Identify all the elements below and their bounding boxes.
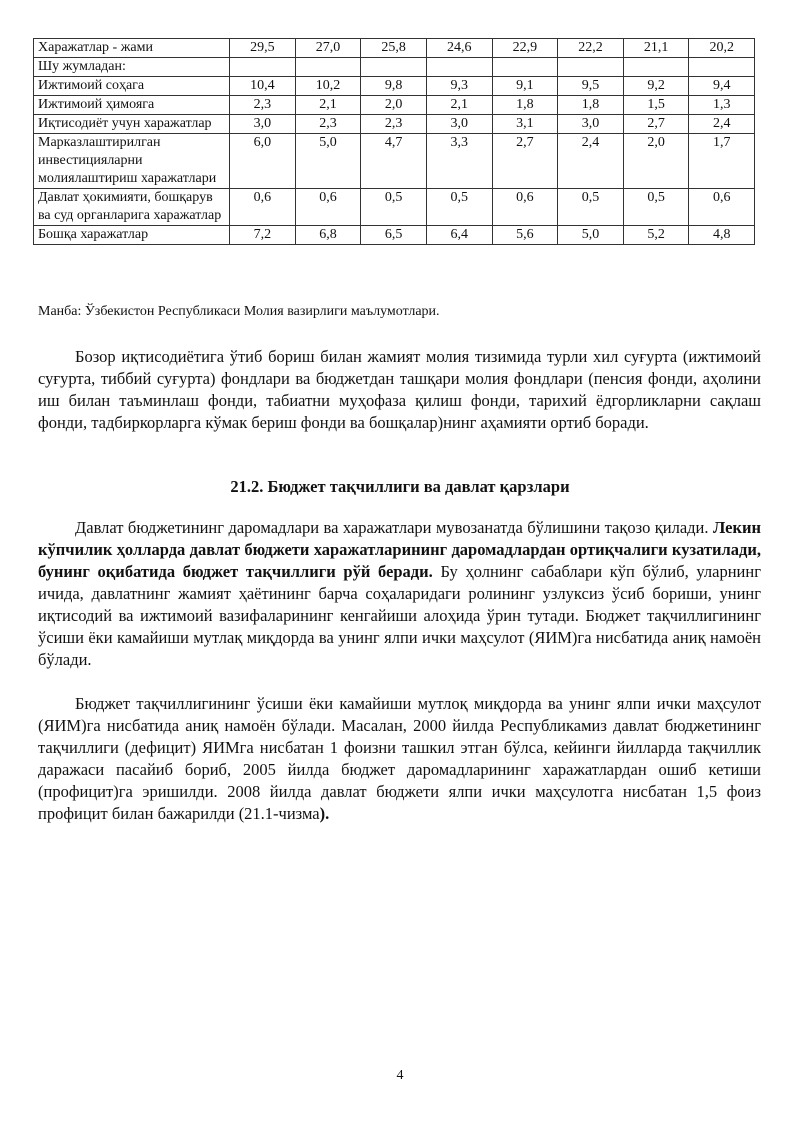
table-body [34, 39, 755, 245]
table-cell: 3,1 [492, 115, 558, 134]
table-cell: 5,2 [623, 226, 689, 245]
row-label: Марказлаштирилган инвестицияларни молиялаштириш харажатлари [34, 134, 230, 189]
table-cell: 6,5 [361, 226, 427, 245]
table-cell: 6,8 [295, 226, 361, 245]
row-label: Шу жумладан: [34, 58, 230, 77]
table-cell: 9,3 [426, 77, 492, 96]
table-cell: 0,5 [558, 189, 624, 226]
paragraph-funds: Бозор иқтисодиётига ўтиб бориш билан жамият молия тизимида турли хил суғурта (ижтимоий суғурта, тиббий суғурта) фондлари ва бюджетдан ташқари молия фондлари (пенсия фонди, аҳолини иш билан таъминлаш фонди, табиатни муҳофаза қилиш фонди, тарихий ёдгорликларни сақлаш фонди, тадбиркорларга кўмак бериш фонди ва бошқалар)нинг аҳамияти ортиб боради. [38, 347, 761, 432]
paragraph-deficit-text-1: Давлат бюджетининг даромадлари ва харажатлари мувозанатда бўлишини тақозо қилади. [75, 518, 713, 537]
table-cell: 9,8 [361, 77, 427, 96]
table-cell [295, 58, 361, 77]
table-row [34, 96, 755, 115]
table-cell: 9,4 [689, 77, 755, 96]
expenditure-table [33, 38, 755, 245]
table-cell: 5,6 [492, 226, 558, 245]
row-label: Ижтимоий соҳага [34, 77, 230, 96]
table-row [34, 77, 755, 96]
table-cell: 3,3 [426, 134, 492, 189]
table-cell: 0,5 [426, 189, 492, 226]
table-cell: 27,0 [295, 39, 361, 58]
table-cell: 2,7 [492, 134, 558, 189]
table-cell: 0,6 [295, 189, 361, 226]
table-cell: 9,5 [558, 77, 624, 96]
table-cell: 6,4 [426, 226, 492, 245]
table-cell: 3,0 [558, 115, 624, 134]
table-cell: 21,1 [623, 39, 689, 58]
table-cell: 3,0 [230, 115, 296, 134]
row-label: Иқтисодиёт учун харажатлар [34, 115, 230, 134]
table-cell: 20,2 [689, 39, 755, 58]
table-cell: 1,5 [623, 96, 689, 115]
table-row [34, 39, 755, 58]
table-cell: 2,1 [295, 96, 361, 115]
table-cell: 10,4 [230, 77, 296, 96]
table-row [34, 134, 755, 189]
table-cell: 2,0 [623, 134, 689, 189]
table-cell: 7,2 [230, 226, 296, 245]
table-row [34, 226, 755, 245]
paragraph-deficit-example [38, 693, 761, 825]
table-cell [492, 58, 558, 77]
paragraph-example-closing: ). [319, 804, 330, 823]
table-cell: 2,1 [426, 96, 492, 115]
table-cell [361, 58, 427, 77]
table-cell: 3,0 [426, 115, 492, 134]
table-cell: 0,5 [623, 189, 689, 226]
table-cell: 10,2 [295, 77, 361, 96]
table-cell: 1,8 [492, 96, 558, 115]
row-label: Бошқа харажатлар [34, 226, 230, 245]
table-source-note: Манба: Ўзбекистон Республикаси Молия вазирлиги маълумотлари. [38, 304, 440, 319]
table-cell: 0,6 [492, 189, 558, 226]
table-cell: 9,1 [492, 77, 558, 96]
table-cell: 0,6 [689, 189, 755, 226]
table-cell: 9,2 [623, 77, 689, 96]
table-cell: 1,8 [558, 96, 624, 115]
table-cell: 2,4 [558, 134, 624, 189]
table-cell [558, 58, 624, 77]
table-cell: 2,4 [689, 115, 755, 134]
table-cell: 1,7 [689, 134, 755, 189]
page-number: 4 [396, 1068, 404, 1083]
table-cell: 2,3 [230, 96, 296, 115]
paragraph-deficit-bold: Лекин кўпчилик ҳолларда давлат бюджети харажатларининг даромадлардан ортиқчалиги кузатилади, бунинг оқибатида бюджет тақчиллиги рўй беради. [38, 518, 761, 581]
row-label: Давлат ҳокимияти, бошқарув ва суд органларига харажатлар [34, 189, 230, 226]
paragraph-deficit-text-2: Бу ҳолнинг сабаблари кўп бўлиб, уларнинг ичида, давлатнинг жамият ҳаётининг барча соҳаларидаги ролининг узлуксиз ўсиб бориши, унинг иқтисодий ва ижтимоий вазифаларининг кенгайиши алоҳида ўрин тутади. Бюджет тақчиллигининг ўсиши ёки камайиши мутлақ миқдорда ва унинг ялпи ички маҳсулот (ЯИМ)га нисбатида аниқ намоён бўлади. [38, 562, 761, 669]
table-cell: 5,0 [295, 134, 361, 189]
table-cell: 0,6 [230, 189, 296, 226]
row-label: Ижтимоий ҳимояга [34, 96, 230, 115]
table-row [34, 58, 755, 77]
table-row [34, 115, 755, 134]
row-label: Харажатлар - жами [34, 39, 230, 58]
table-cell: 2,0 [361, 96, 427, 115]
table-cell: 1,3 [689, 96, 755, 115]
table-cell: 5,0 [558, 226, 624, 245]
table-cell: 2,3 [361, 115, 427, 134]
table-cell: 0,5 [361, 189, 427, 226]
table-row [34, 189, 755, 226]
table-cell: 4,7 [361, 134, 427, 189]
table-cell: 4,8 [689, 226, 755, 245]
section-heading: 21.2. Бюджет тақчиллиги ва давлат қарзлари [230, 477, 570, 496]
paragraph-deficit-intro [38, 517, 761, 671]
table-cell: 24,6 [426, 39, 492, 58]
table-cell: 22,2 [558, 39, 624, 58]
table-cell: 6,0 [230, 134, 296, 189]
table-cell: 2,7 [623, 115, 689, 134]
table-cell [426, 58, 492, 77]
table-cell: 2,3 [295, 115, 361, 134]
table-cell [689, 58, 755, 77]
paragraph-example-text: Бюджет тақчиллигининг ўсиши ёки камайиши мутлоқ миқдорда ва унинг ялпи ички маҳсулот (ЯИМ)га нисбатида аниқ намоён бўлади. Масалан, 2000 йилда Республикамиз давлат бюджетининг тақчиллиги (дефицит) ЯИМга нисбатан 1 фоизни ташкил этган бўлса, кейинги йилларда тақчиллик даражаси пасайиб бориб, 2005 йилда бюджет даромадларининг харажатлардан ошиб кетиши (профицит)га эришилди. 2008 йилда давлат бюджети ялпи ички маҳсулотга нисбатан 1,5 фоиз профицит билан бажарилди (21.1-чизма [38, 694, 761, 823]
table-cell [230, 58, 296, 77]
table-cell: 25,8 [361, 39, 427, 58]
table-cell: 29,5 [230, 39, 296, 58]
table-cell: 22,9 [492, 39, 558, 58]
table-cell [623, 58, 689, 77]
